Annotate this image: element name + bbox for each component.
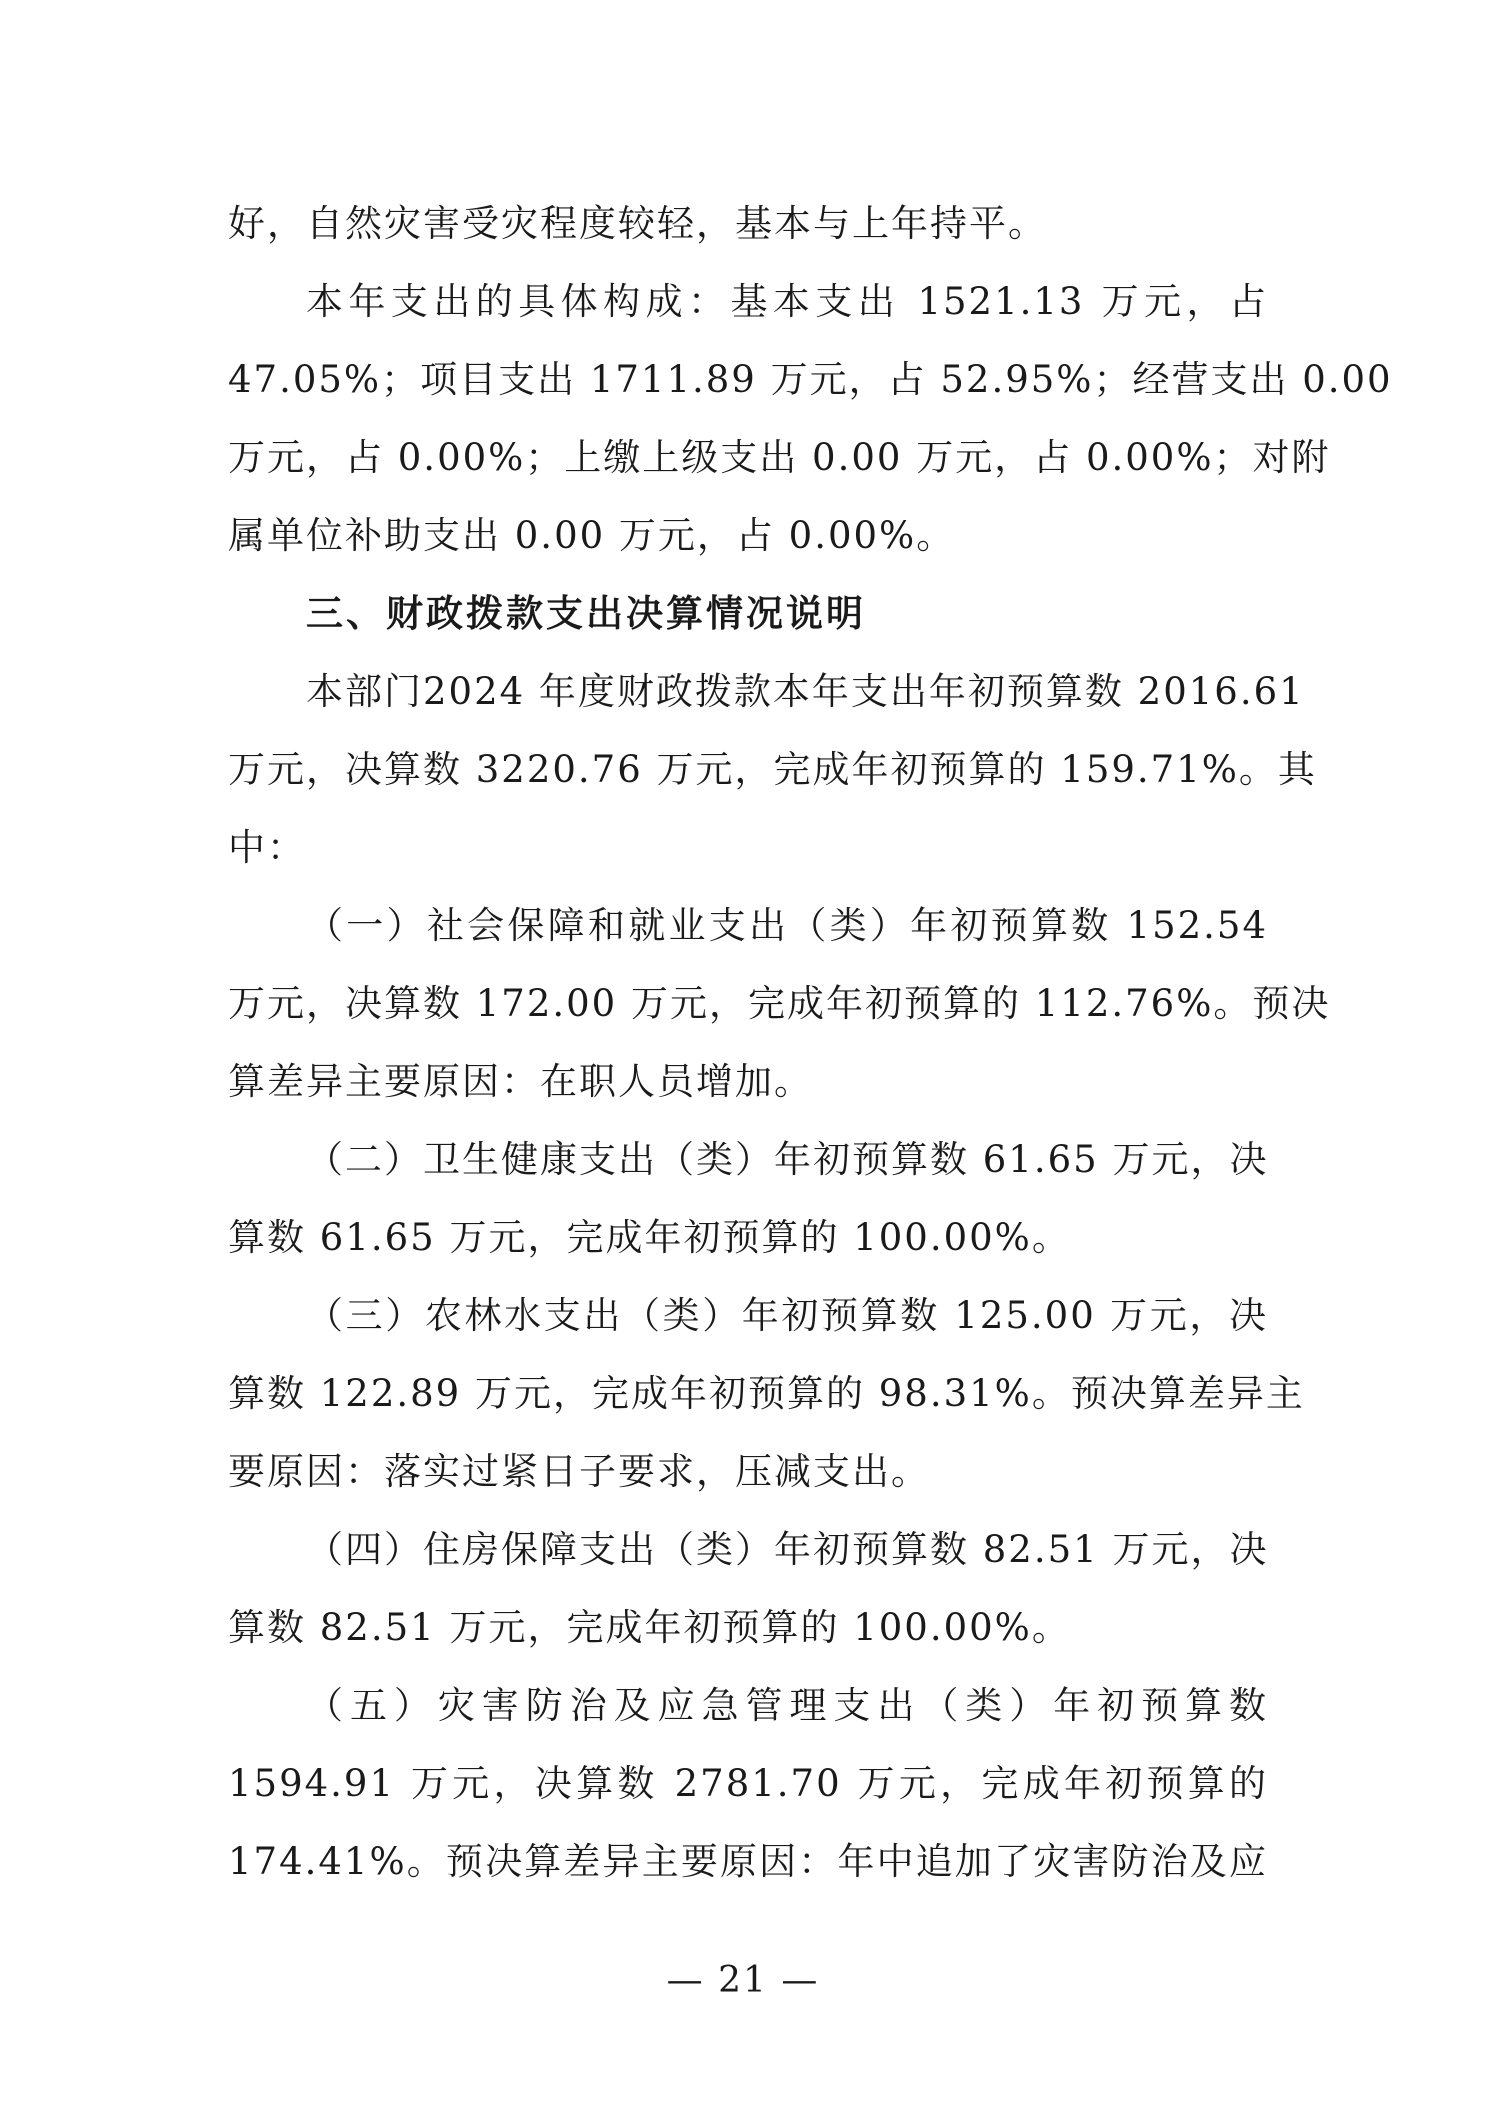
text-line: 174.41%。预决算差异主要原因：年中追加了灾害防治及应 xyxy=(228,1840,1268,1883)
paragraph-start: 本年支出的具体构成：基本支出 1521.13 万元，占 xyxy=(306,280,1268,323)
text-line: 要原因：落实过紧日子要求，压减支出。 xyxy=(228,1450,930,1493)
text-line: 万元，决算数 172.00 万元，完成年初预算的 112.76%。预决 xyxy=(228,982,1331,1025)
text-line: 算数 82.51 万元，完成年初预算的 100.00%。 xyxy=(228,1606,1071,1649)
text-line: 万元，占 0.00%；上缴上级支出 0.00 万元，占 0.00%；对附 xyxy=(228,436,1331,479)
text-line: 算数 61.65 万元，完成年初预算的 100.00%。 xyxy=(228,1216,1071,1259)
text-line: 算差异主要原因：在职人员增加。 xyxy=(228,1060,813,1103)
page-number: — 21 — xyxy=(666,1960,820,2001)
text-line: 属单位补助支出 0.00 万元，占 0.00%。 xyxy=(228,514,956,557)
paragraph-start: （二）卫生健康支出（类）年初预算数 61.65 万元，决 xyxy=(306,1138,1269,1181)
text-line: 47.05%；项目支出 1711.89 万元，占 52.95%；经营支出 0.00 xyxy=(228,358,1393,401)
text-line: 中： xyxy=(228,826,306,869)
paragraph-start: （一）社会保障和就业支出（类）年初预算数 152.54 xyxy=(306,904,1268,947)
text-line: 算数 122.89 万元，完成年初预算的 98.31%。预决算差异主 xyxy=(228,1372,1305,1415)
paragraph-start: 本部门2024 年度财政拨款本年支出年初预算数 2016.61 xyxy=(306,670,1305,713)
text-line: 1594.91 万元，决算数 2781.70 万元，完成年初预算的 xyxy=(228,1762,1268,1805)
section-heading: 三、财政拨款支出决算情况说明 xyxy=(306,592,866,635)
paragraph-start: （四）住房保障支出（类）年初预算数 82.51 万元，决 xyxy=(306,1528,1269,1571)
paragraph-start: （五）灾害防治及应急管理支出（类）年初预算数 xyxy=(306,1684,1268,1727)
paragraph-start: （三）农林水支出（类）年初预算数 125.00 万元，决 xyxy=(306,1294,1268,1337)
text-line: 万元，决算数 3220.76 万元，完成年初预算的 159.71%。其 xyxy=(228,748,1317,791)
text-line: 好，自然灾害受灾程度较轻，基本与上年持平。 xyxy=(228,202,1047,245)
